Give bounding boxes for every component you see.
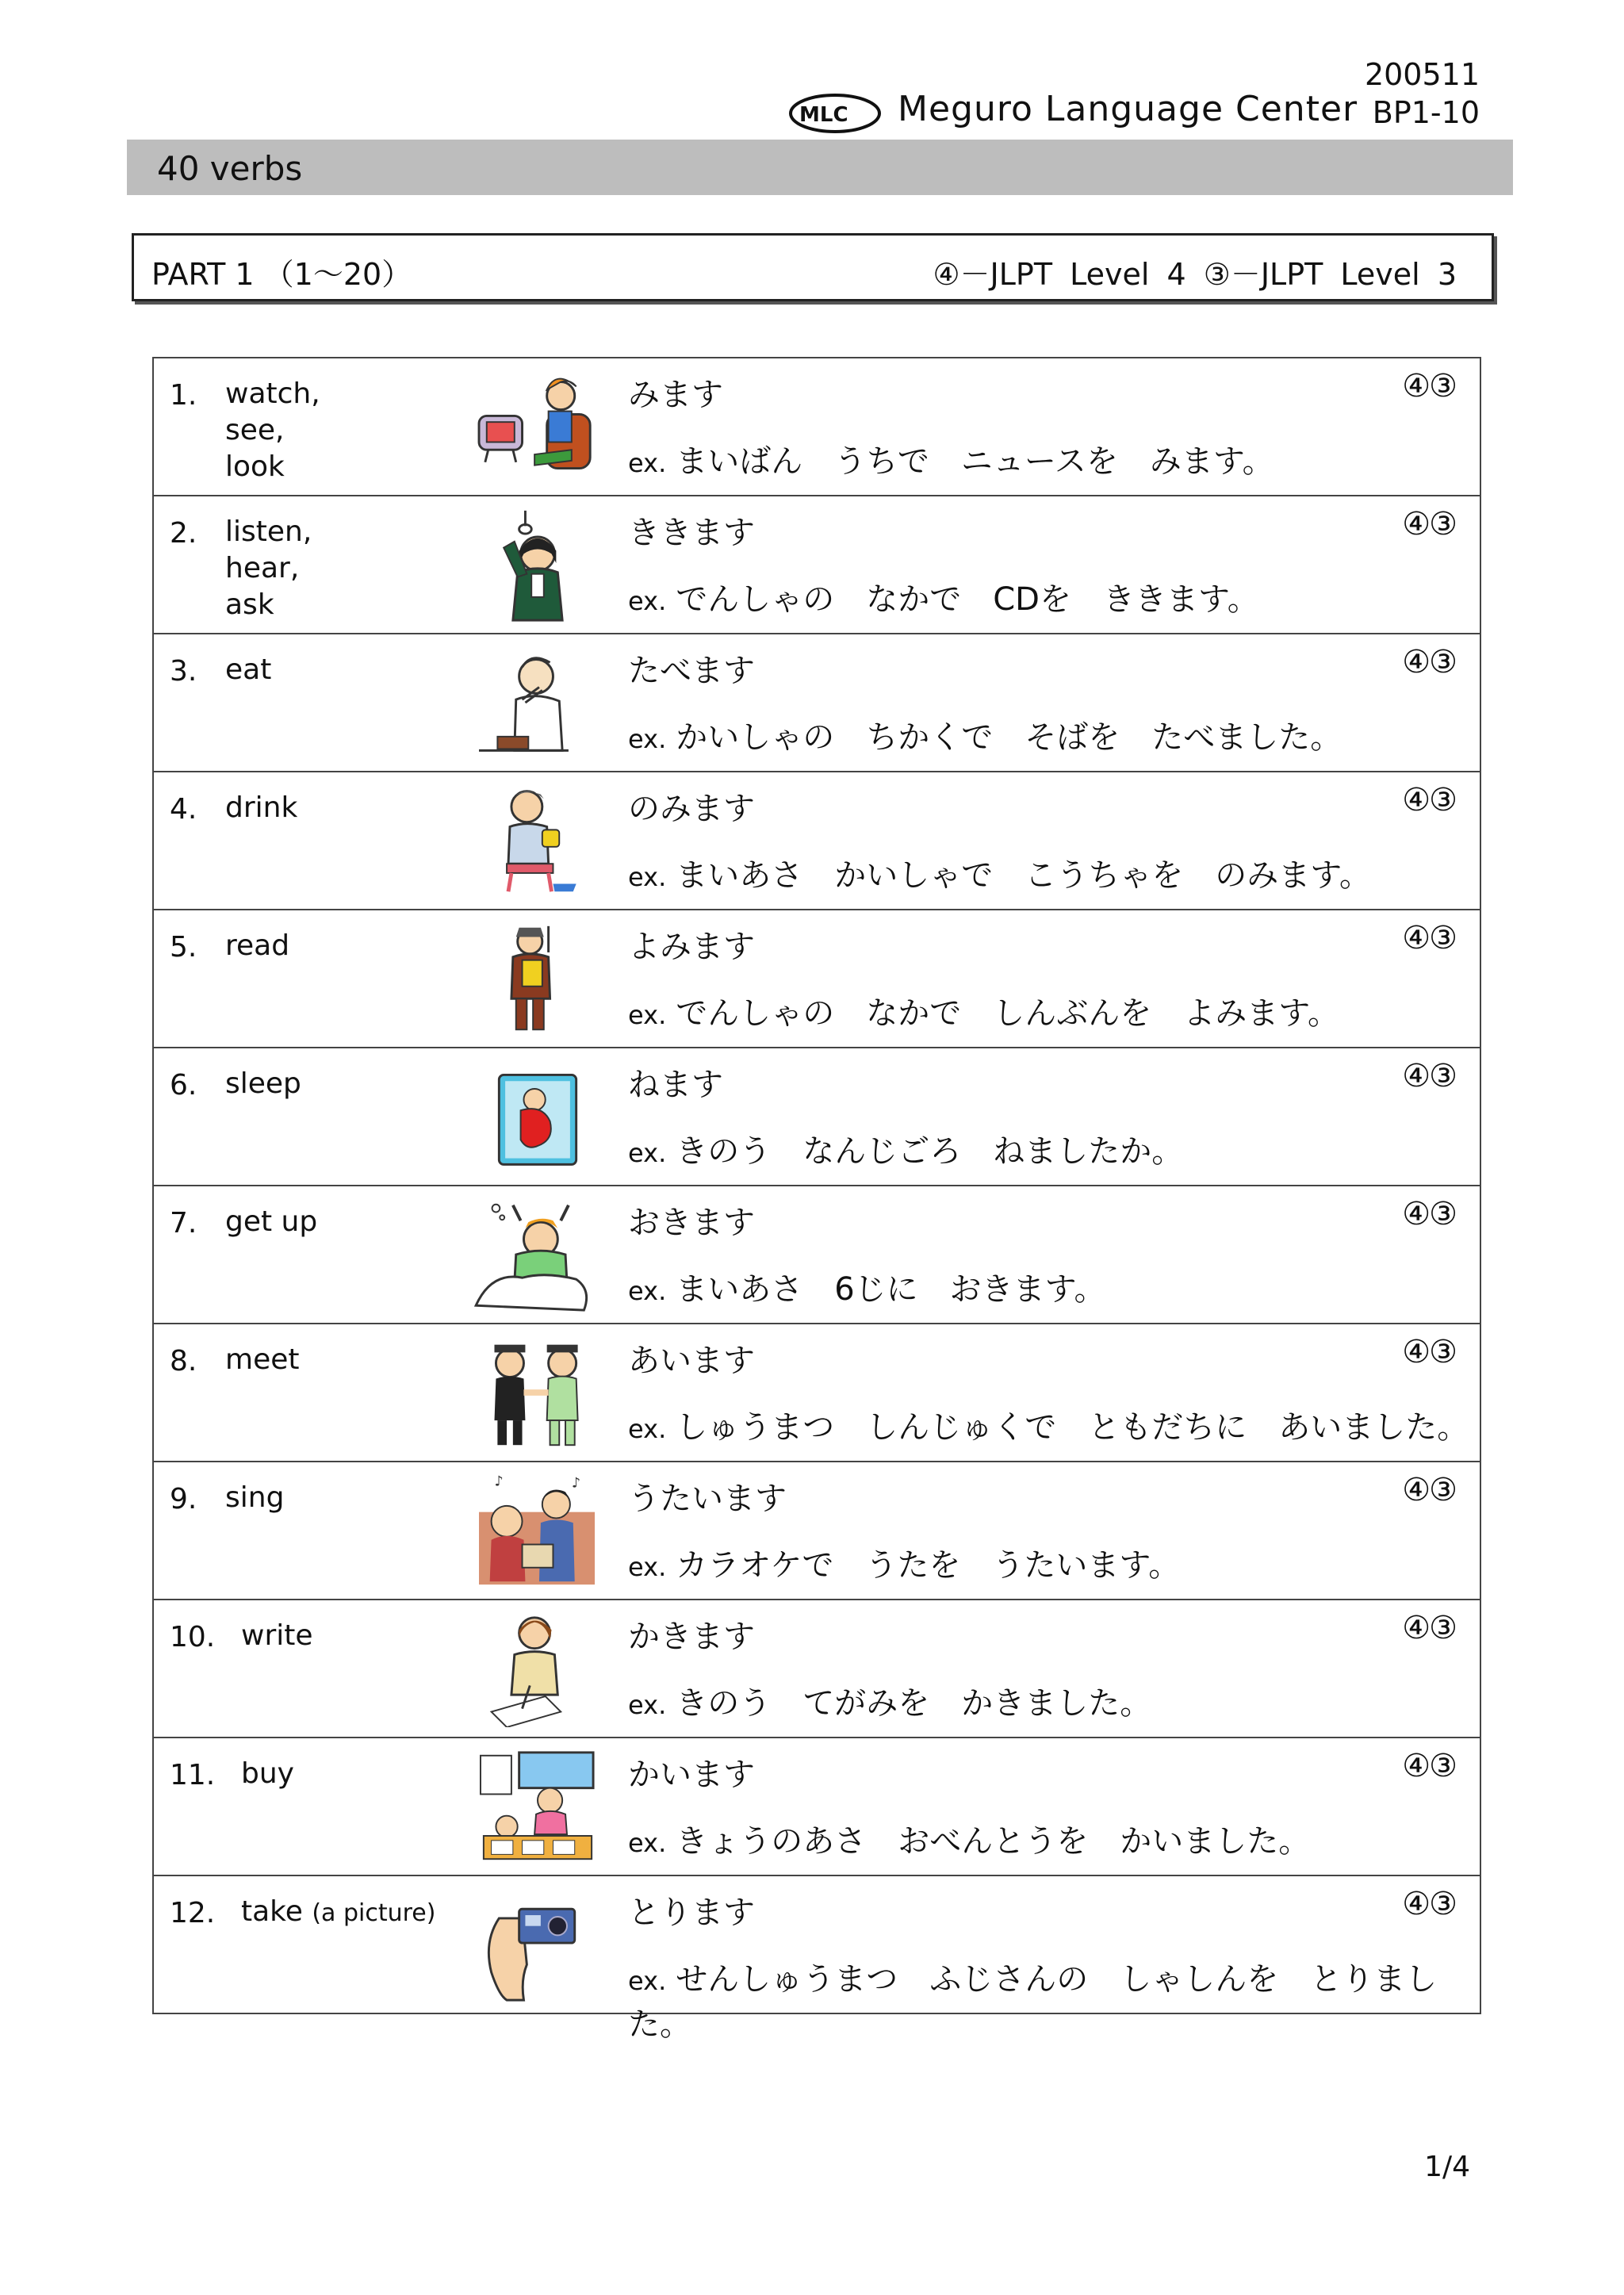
jlpt-level-badge: ④③ (1402, 1196, 1456, 1232)
example-label: ex. (628, 1414, 667, 1444)
center-name: Meguro Language Center (898, 89, 1358, 129)
verb-english (225, 1480, 284, 1516)
example-label: ex. (628, 1552, 667, 1582)
verb-english-line: get up (225, 1205, 318, 1238)
page-number: 1/4 (1424, 2151, 1470, 2183)
example-sentence (628, 436, 1274, 481)
example-label: ex. (628, 1828, 667, 1858)
verb-english-line: see, (225, 414, 285, 446)
example-label: ex. (628, 1000, 667, 1030)
verb-english (225, 1204, 317, 1240)
verb-english-line: buy (241, 1757, 294, 1790)
verb-number: 7. (170, 1207, 197, 1239)
verb-english (225, 1342, 299, 1378)
reading-newspaper-illustration-icon (474, 921, 601, 1037)
verb-japanese: ききます (628, 515, 755, 551)
verb-japanese: たべます (628, 653, 755, 689)
jlpt-level-badge: ④③ (1402, 1748, 1456, 1784)
shopping-bento-illustration-icon (474, 1749, 601, 1865)
verb-english-note: (a picture) (312, 1899, 436, 1927)
example-sentence (628, 712, 1342, 757)
jlpt-level-badge: ④③ (1402, 1886, 1456, 1922)
verb-row (154, 358, 1480, 495)
example-text: でんしゃの なかで しんぶんを よみます。 (676, 995, 1340, 1032)
example-label: ex. (628, 586, 667, 616)
level-legend: ④－JLPT Level 4 ③－JLPT Level 3 (933, 257, 1457, 292)
listening-headphones-illustration-icon (474, 508, 601, 623)
example-sentence (628, 1816, 1310, 1861)
verb-english (225, 514, 312, 623)
example-text: きのう なんじごろ ねましたか。 (676, 1133, 1184, 1170)
example-sentence (628, 1540, 1180, 1585)
writing-illustration-icon (474, 1611, 601, 1727)
jlpt-level-badge: ④③ (1402, 368, 1456, 404)
example-sentence (628, 1954, 1480, 2044)
doc-code: 200511 (1364, 57, 1480, 92)
mlc-logo-icon (788, 92, 882, 135)
doc-id: BP1-10 (1372, 95, 1480, 130)
verb-number: 12. (170, 1897, 216, 1929)
verb-row (154, 1047, 1480, 1185)
verb-english (225, 928, 289, 964)
verb-english (241, 1756, 294, 1792)
eating-noodles-illustration-icon (474, 646, 601, 761)
example-text: カラオケで うたを うたいます。 (676, 1547, 1181, 1584)
verb-english-line: eat (225, 653, 272, 686)
verb-english-line: look (225, 450, 285, 483)
jlpt-level-badge: ④③ (1402, 1334, 1456, 1370)
verb-japanese: ねます (628, 1067, 723, 1103)
example-sentence (628, 1678, 1151, 1723)
verb-japanese: よみます (628, 929, 755, 965)
sleeping-illustration-icon (474, 1059, 601, 1175)
verb-row (154, 1599, 1480, 1737)
verb-english-line: sing (225, 1481, 285, 1514)
verb-number: 10. (170, 1621, 216, 1653)
example-label: ex. (628, 1138, 667, 1168)
svg-text:♪: ♪ (494, 1473, 504, 1490)
verb-japanese: あいます (628, 1343, 755, 1379)
example-text: まいあさ 6じに おきます。 (676, 1271, 1106, 1308)
verb-row (154, 1323, 1480, 1461)
verb-number: 2. (170, 517, 197, 550)
verb-number: 1. (170, 379, 197, 412)
verb-row (154, 1185, 1480, 1323)
example-text: まいあさ かいしゃで こうちゃを のみます。 (676, 857, 1372, 894)
example-text: しゅうまつ しんじゅくで ともだちに あいました。 (676, 1409, 1469, 1446)
verb-english-line: ask (225, 588, 274, 621)
verb-number: 5. (170, 931, 197, 964)
verb-japanese: のみます (628, 791, 755, 827)
verb-english-line: write (241, 1619, 313, 1652)
verb-japanese: おきます (628, 1205, 755, 1241)
example-label: ex. (628, 724, 667, 754)
jlpt-level-badge: ④③ (1402, 1610, 1456, 1646)
verb-number: 4. (170, 793, 197, 826)
verb-row (154, 1461, 1480, 1599)
example-sentence (628, 1126, 1183, 1171)
verb-row (154, 1875, 1480, 2043)
verb-english (225, 652, 271, 688)
verb-japanese: みます (628, 377, 723, 413)
example-sentence (628, 850, 1371, 895)
verb-row (154, 495, 1480, 633)
jlpt-level-badge: ④③ (1402, 506, 1456, 542)
verb-japanese: かきます (628, 1619, 755, 1655)
jlpt-level-badge: ④③ (1402, 644, 1456, 680)
watching-tv-illustration-icon (474, 370, 601, 485)
example-text: せんしゅうまつ ふじさんの しゃしんを とりました。 (628, 1961, 1438, 2043)
verb-english-line: take (a picture) (241, 1895, 436, 1928)
verb-japanese: かいます (628, 1757, 755, 1793)
title-bar (127, 140, 1513, 195)
verb-number: 3. (170, 655, 197, 688)
jlpt-level-badge: ④③ (1402, 1472, 1456, 1508)
verb-table (152, 357, 1481, 2043)
jlpt-level-badge: ④③ (1402, 782, 1456, 818)
verb-japanese: とります (628, 1895, 755, 1931)
example-text: まいばん うちで ニュースを みます。 (676, 443, 1274, 480)
verb-english-line: hear, (225, 552, 300, 584)
verb-row (154, 1737, 1480, 1875)
example-label: ex. (628, 1276, 667, 1306)
page-title: 40 verbs (157, 149, 303, 188)
verb-english-line: sleep (225, 1067, 301, 1100)
example-label: ex. (628, 448, 667, 478)
svg-text:♪: ♪ (571, 1475, 581, 1492)
drinking-illustration-icon (474, 784, 601, 899)
verb-number: 8. (170, 1345, 197, 1377)
example-text: きのう てがみを かきました。 (676, 1685, 1152, 1722)
karaoke-illustration-icon (474, 1473, 601, 1589)
camera-illustration-icon (474, 1887, 601, 2003)
verb-number: 11. (170, 1759, 216, 1791)
example-text: きょうのあさ おべんとうを かいました。 (676, 1823, 1311, 1860)
example-sentence (628, 574, 1259, 619)
verb-english (241, 1894, 435, 1932)
verb-number: 6. (170, 1069, 197, 1102)
verb-english-line: drink (225, 791, 298, 824)
verb-english-line: listen, (225, 515, 312, 548)
example-text: かいしゃの ちかくで そばを たべました。 (676, 719, 1342, 756)
waking-up-illustration-icon (474, 1197, 601, 1313)
verb-row (154, 771, 1480, 909)
handshake-illustration-icon (474, 1335, 601, 1451)
verb-english (241, 1618, 313, 1654)
verb-row (154, 909, 1480, 1047)
example-label: ex. (628, 1966, 667, 1996)
verb-english-line: watch, (225, 377, 320, 410)
part-title: PART 1 （1～20） (151, 257, 412, 292)
verb-english (225, 1066, 301, 1102)
example-label: ex. (628, 862, 667, 892)
example-sentence (628, 1264, 1105, 1309)
verb-number: 9. (170, 1483, 197, 1515)
verb-english-line: meet (225, 1343, 300, 1376)
jlpt-level-badge: ④③ (1402, 1058, 1456, 1094)
example-sentence (628, 988, 1339, 1033)
verb-japanese: うたいます (628, 1481, 787, 1517)
logo-text: MLC (799, 103, 848, 127)
document-code (1365, 56, 1480, 132)
verb-english-line: read (225, 929, 290, 962)
example-text: でんしゃの なかで CDを ききます。 (676, 581, 1259, 618)
example-label: ex. (628, 1690, 667, 1720)
verb-row (154, 633, 1480, 771)
verb-english (225, 376, 320, 485)
part-header (132, 233, 1494, 301)
example-sentence (628, 1402, 1469, 1447)
verb-english (225, 790, 297, 826)
jlpt-level-badge: ④③ (1402, 920, 1456, 956)
